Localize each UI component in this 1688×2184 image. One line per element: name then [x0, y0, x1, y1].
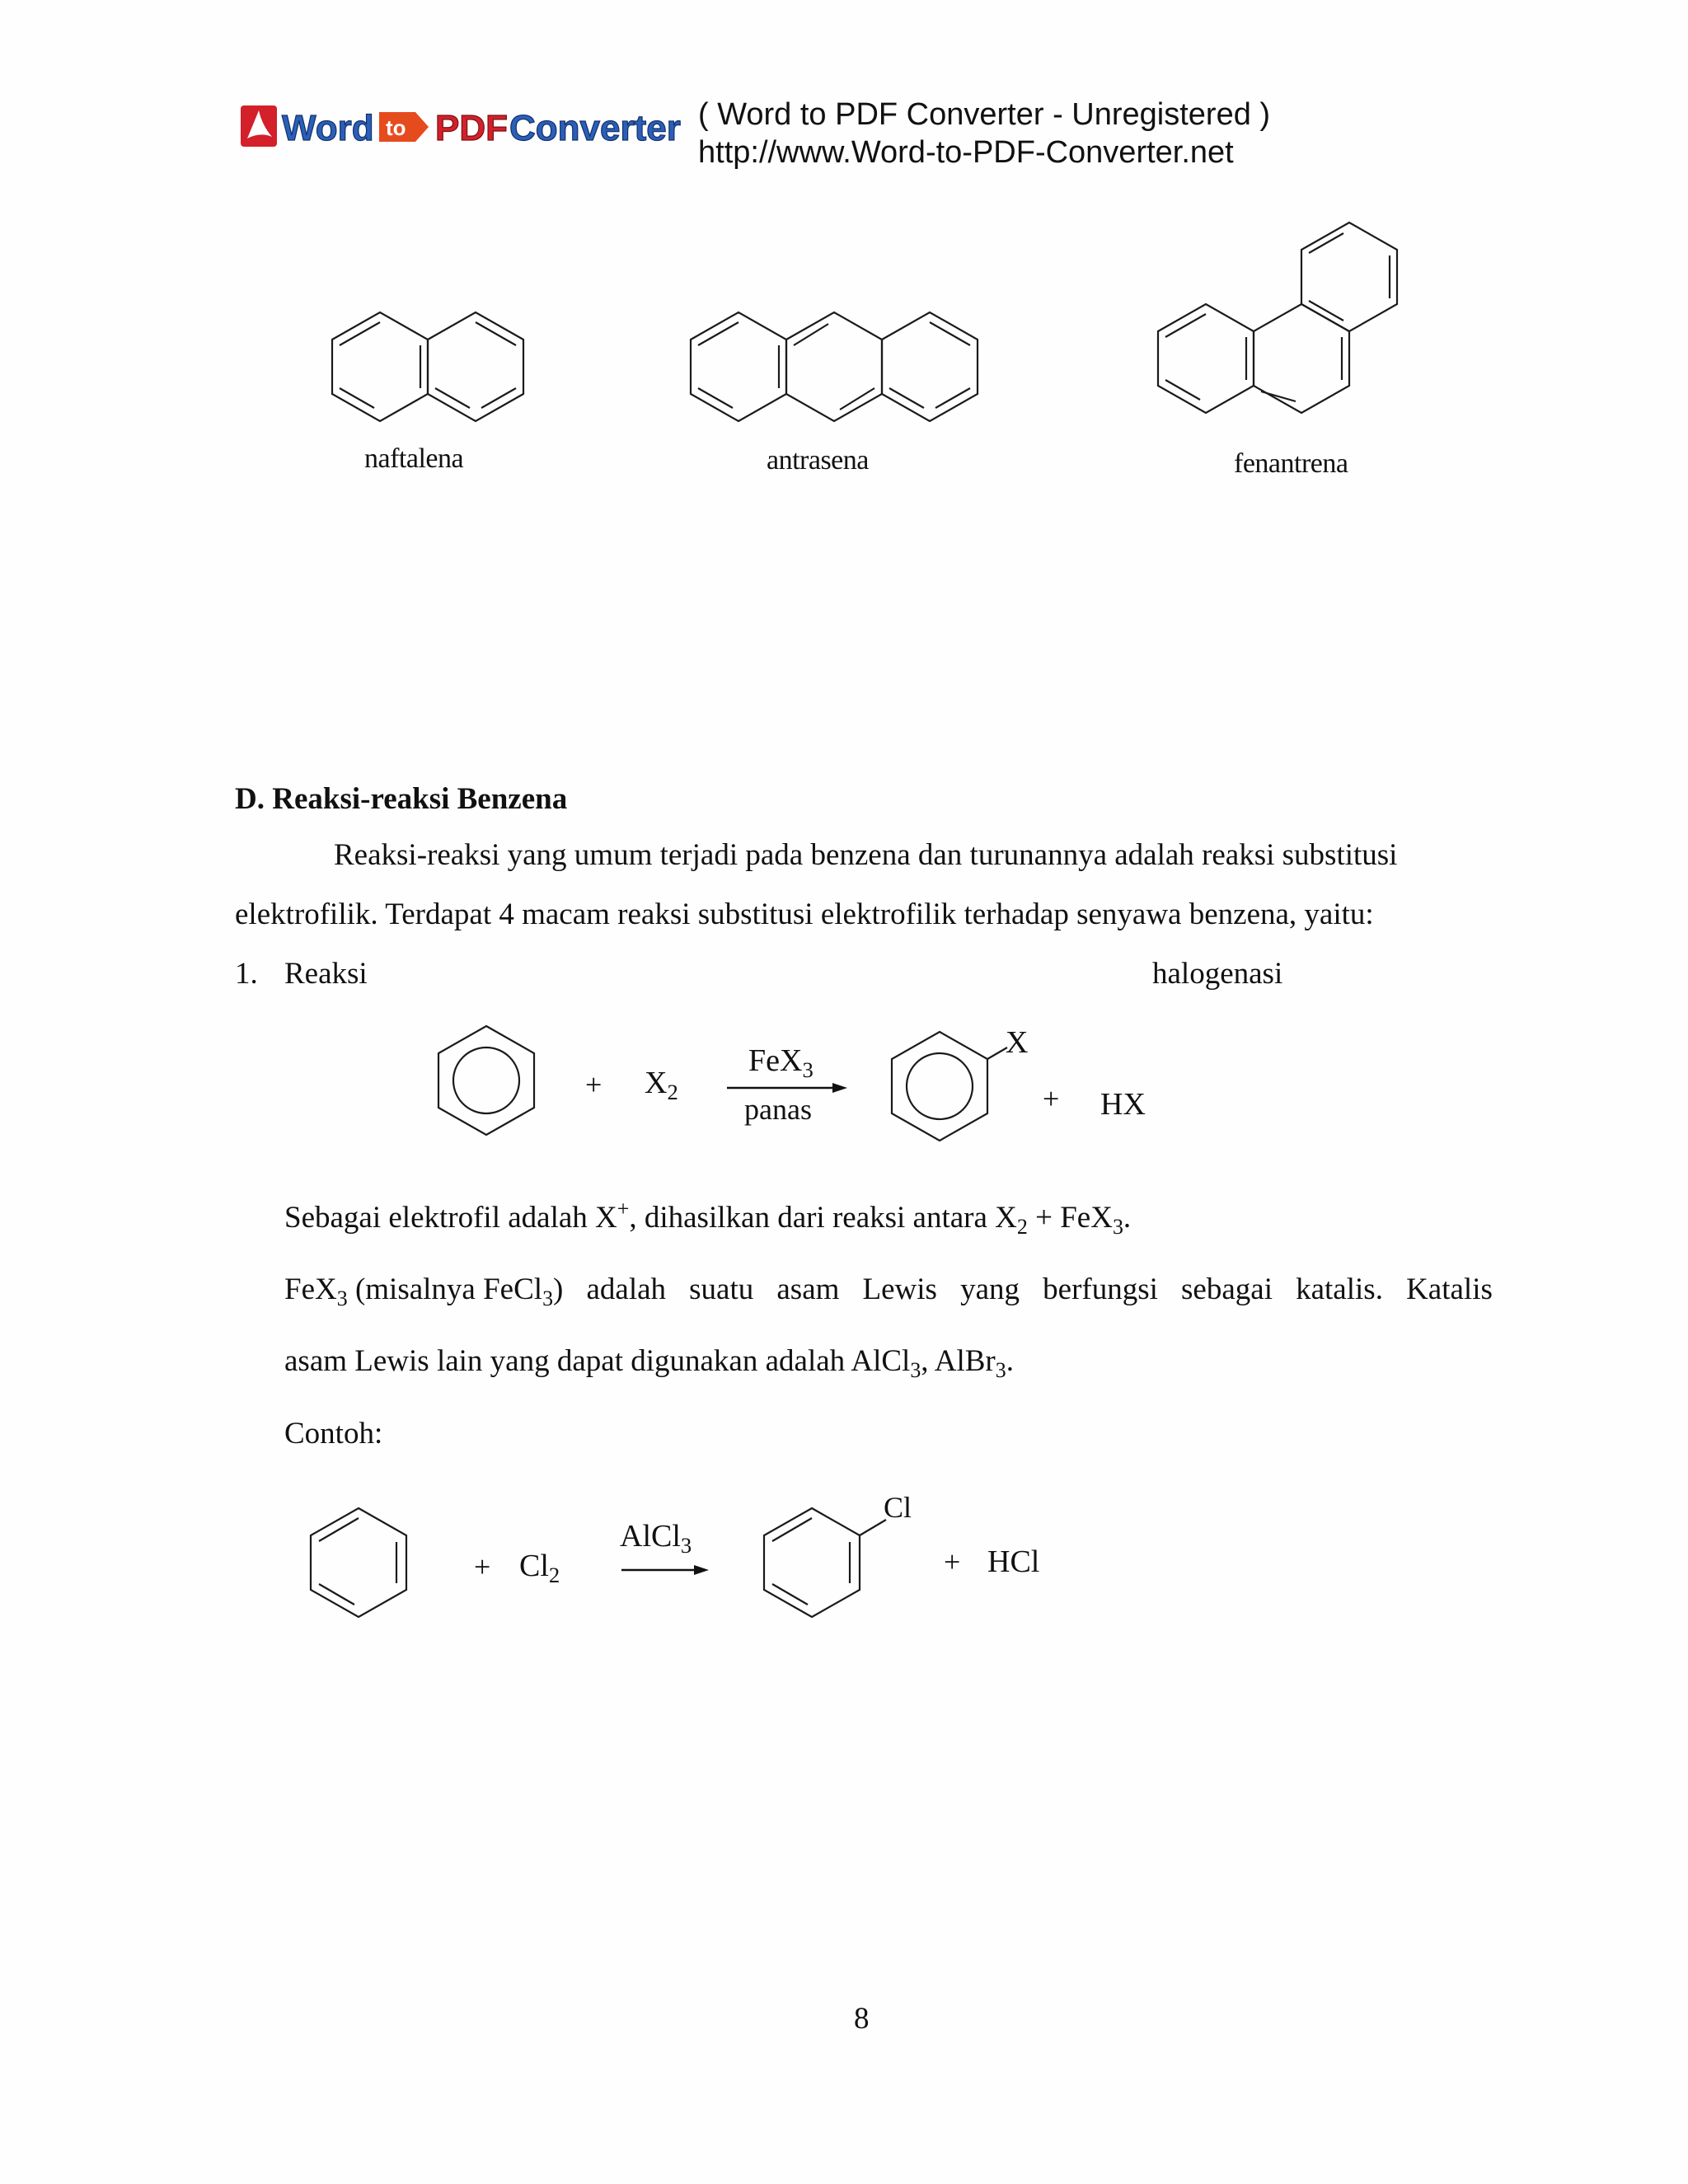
list-item-1-word-2: halogenasi: [1152, 957, 1283, 991]
benzene-reactant-1: [429, 1022, 544, 1150]
svg-text:Converter: Converter: [509, 108, 681, 148]
antrasena-label: antrasena: [767, 445, 869, 476]
pdf-icon: [241, 105, 277, 147]
svg-text:to: to: [386, 115, 406, 140]
svg-text:Word: Word: [282, 108, 374, 148]
list-item-1-word-1: Reaksi: [284, 957, 368, 991]
plus-sign: +: [585, 1068, 603, 1101]
substituent-x: X: [1006, 1025, 1029, 1060]
example-label: Contoh:: [284, 1417, 383, 1451]
reagent-cl2: $Cl_2$: [519, 1549, 560, 1587]
section-heading: D. Reaksi-reaksi Benzena: [235, 782, 568, 816]
benzene-reactant-2: [301, 1504, 416, 1632]
fenantrena-label: fenantrena: [1234, 448, 1348, 479]
catalyst-fex3: FeX$_3$: [748, 1043, 814, 1082]
page-number: 8: [854, 2002, 870, 2036]
intro-line-1: Reaksi-reaksi yang umum terjadi pada benzena dan turunannya adalah reaksi substitusi: [334, 838, 1398, 872]
plus-sign: +: [944, 1545, 961, 1578]
reagent-x2: $X_2$: [645, 1066, 678, 1104]
fenantrena-structure: [1146, 218, 1418, 437]
svg-text:PDF: PDF: [435, 108, 508, 148]
plus-sign: +: [474, 1550, 491, 1583]
plus-sign: +: [1043, 1082, 1060, 1115]
substituent-cl: Cl: [884, 1491, 912, 1524]
list-number-1: 1.: [235, 957, 258, 991]
byproduct-hcl: HCl: [987, 1544, 1040, 1579]
chlorobenzene-product: [754, 1500, 894, 1628]
condition-panas: panas: [744, 1093, 812, 1126]
electrophile-text: Sebagai elektrofil adalah X+, dihasilkan dari reaksi antara $X_2 + FeX_3$.: [284, 1197, 1132, 1239]
naftalena-label: naftalena: [364, 443, 464, 474]
unregistered-notice: ( Word to PDF Converter - Unregistered ): [698, 97, 1271, 132]
intro-line-2: elektrofilik. Terdapat 4 macam reaksi substitusi elektrofilik terhadap senyawa benzena, yaitu:: [235, 898, 1374, 931]
lewis-acid-line: FeX$_3$ (misalnya FeCl$_3$) adalah suatu asam Lewis yang berfungsi sebagai katalis. Katalis: [284, 1272, 1493, 1310]
byproduct-hx: HX: [1100, 1087, 1146, 1122]
naftalena-structure: [313, 297, 544, 441]
reaction-arrow-2: [620, 1562, 710, 1582]
other-catalysts-text: asam Lewis lain yang dapat digunakan adalah AlCl$_3$, AlBr$_3$.: [284, 1344, 1014, 1382]
catalyst-alcl3: AlCl$_3$: [620, 1519, 692, 1558]
converter-url[interactable]: http://www.Word-to-PDF-Converter.net: [698, 135, 1234, 170]
converter-logo: [239, 101, 694, 150]
to-arrow-icon: [379, 112, 429, 142]
antrasena-structure: [676, 297, 989, 441]
